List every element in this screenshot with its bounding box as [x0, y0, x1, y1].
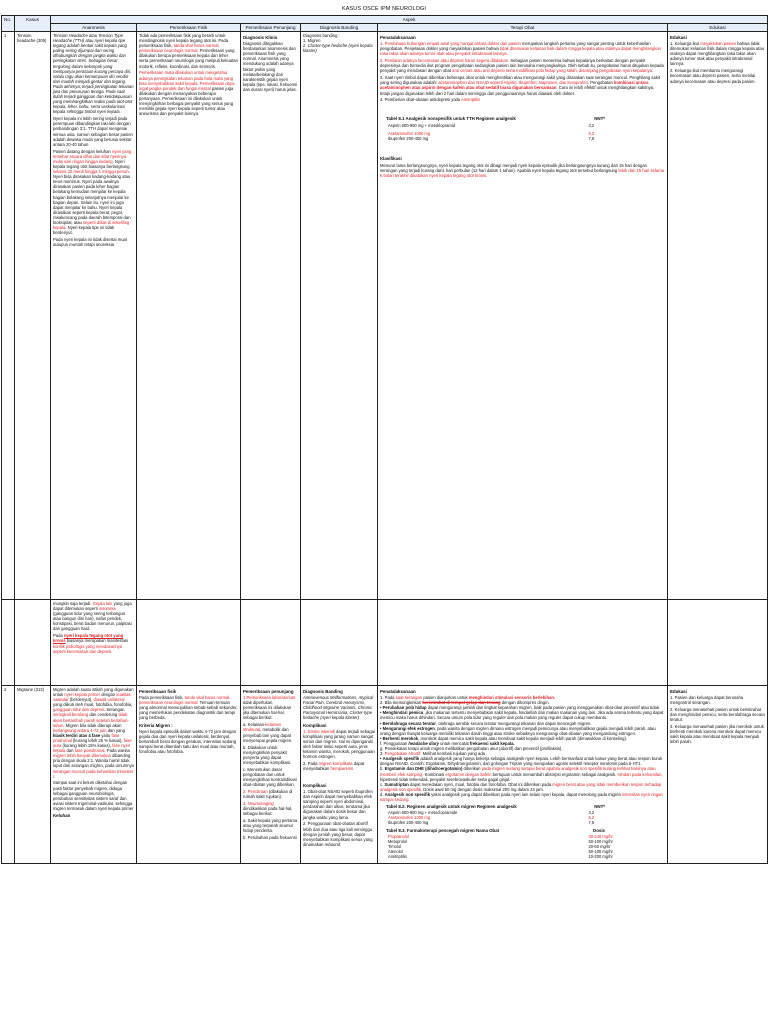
- anamnesis-paragraph: Migren adalah suatu istilah yang digunakan untuk nyeri kepala primer dengan kualitas vaskular (berdenyut), diawali unilateral yang diikuti oleh mual, fotofobia, fonofobia, gangguan tidur dan depresi. Serangan seringkali berulang dan cenderung tidak akan bertambah parah setelah bertahun-tahun. Migren bila tidak diterapi akan berlangsung antara 4-72 jam dan yang klasik terdiri atas 4 fase yaitu fase prodromal (kurang lebih 25 % kasus), fase aura (kurang lebih 15% kasus), fase nyeri kepala dan fase postdromal. Pada wanita migren lebih banyak ditemukan dibanding pria dengan skala 2:1. Wanita hamil tidak luput dari serangan migren, pada umumnya serangan muncul pada kehamilan trimester I.: [53, 687, 135, 779]
- osce-table: [1, 15, 768, 864]
- header-kasus: Kasus: [15, 16, 51, 32]
- komplikasi-heading: Komplikasi: [303, 722, 327, 728]
- edukasi-cell: [668, 686, 768, 864]
- analgesic-row: Ibuprofen 200-400 mg 7,5: [388, 136, 595, 142]
- terapi-obat-cell: Penatalaksanaan 1. Pada saat serangan pasien dianjurkan untuk menghindari stimulasi sensoris berlebihan. 2. Bila memungkinkan beristirahat di tempat gelap dan tenang dengan dikompres dingin. • Perubahan pola hidup dapat mengurangi jumlah dan tingkat keparahan migren, baik pada pasien yang menggunakan obat-obat preventif atau tidak. • Menghindari pemicu, jika makanan tertentu menyebabkan sakit kepala, hindarilah dan makan makanan yang lain. Jika ada aroma tertentu yang dapat memicu maka harus dihindari. Secara umum pola tidur yang reguler dan pola makan yang reguler dapat cukup membantu. • Berolahraga secara teratur, olahraga aerobik secara teratur mengurangi tekanan dan dapat mencegah migren. • Mengurangi efek estrogen, pada wanita dengan migren dimana estrogen menjadi pemicunya atau menyebabkan gejala menjadi lebih parah, atau orang dengan riwayat keluarga memiliki tekanan darah tinggi atau stroke sebaiknya mengurangi obat-obatan yang mengandung estrogen. • Berhenti merokok, merokok dapat memicu sakit kepala atau membuat sakit kepala menjadi lebih parah (dimasukkan di konseling). f. Penggunaan headache diary untuk mencatat frekuensi sakit kepala. g. Pendekatan terapi untuk migren melibatkan pengobatan akut (abortif) dan preventif (profilaksis). 3. Pengobatan Abortif: Melihat kembali rujukan yang ada . • Analgesik spesifik adalah analgesik yang hanya bekerja sebagai analgesik nyeri kepala. Lebih bermanfaat untuk kasus yang berat atau respon buruk dengan NSAID. Contoh: Ergotamin, Dihydroergotamin, dan golongan Triptan yang merupakan agonis selektif reseptor serotonin pada 5-HT1. b. Ergotamin dan DHE (dihidroergotamin) diberikan pada migren sedang sampai berat apabila analgesik non spesifik kurang terlihat hasilnya atau memberi efek samping. Kombinasi ergotamin dengan kafein bertujuan untuk menambah absorpsi ergotamin sebagai analgesik. Hindari pada kehamilan, hipertensi tidak terkendali, penyakit serebrovaskuler serta gagal ginjal. c. Sumatriptan dapat meredakan nyeri, mual, fotobia dan fonofobia. Obat ini diberikan pada migren berat atau yang tidak memberikan respon terhadap analgesik non spesifik. Dosis awal 50 mg dengan dosis maksimal 200 mg dalam 24 jam. d. Analgesik non spesifik yakni analgesik yang dapat diberikan pada nyeri lain selain nyeri kepala, dapat menolong pada migren intensitas nyeri ringan sampai sedang. Tabel 8.2. Regimen analgesik untuk migren Regimen analgesik NNT* Aspirin 600-900 mg + metoclopramide 3,2 Asetaminofen 1000 mg 5,2 Ibuprofen 200-400 mg 7,5 Tabel 8.3. Farmakoterapi pencegah migren Nama Obat Dosis Propranolol 40-240 mg/hr Metoprolol 50-100 mg/hr Timolol 20-60 mg/hr Atenolol 50-100 mg/hr Amitriptilin 10-200 mg/hr: [378, 686, 668, 864]
- case-name: Migraine (313): [15, 686, 51, 864]
- diagnosis-banding-cell: Diagnosis Banding Arteriovenous Malformations, Atypical Facial Pain, Cerebral Aneurysms, Childhood Migraine Variants, Chronic Paroxysmal Hemicrania, Cluster-type hedache (nyeri kepala klaster) Komplikasi 1. Stroke iskemik dapat terjadi sebagai komplikasi yang jarang namun sangat serius dari migren. Hal ini dipengaruhi oleh faktor risiko seperti aura, jenis kelamin wanita, merokok, penggunaan hormon estrogen. 2. Pada migren komplikata dapat menyebabkan hemiparesis Komplikasi 1. Obat-obat NSAID seperti Ibuprofen dan Aspirin dapat menyebabkan efek samping seperti nyeri abdominal, perdarahan dan ulkus, terutama jika digunakan dalam dosis besar dan jangka waktu yang lama. 2. Penggunaan obat-obatan abortif lebih dari dua atau tiga kali seminggu dengan jumlah yang besar, dapat menyebabkan komplikasi serius yang dinamakan rebound.: [301, 686, 378, 864]
- header-row-2: [2, 24, 768, 32]
- banding-line: Diagnosis banding :: [303, 33, 340, 38]
- case-row-migraine: [2, 686, 768, 864]
- fisik-paragraph: Pada pemeriksaan fisik, tanda vital harus normal, pemeriksaan neurologis normal. Temuan-temuan yang abnormal menunjukkan sebab-sebab sekunder, yang memerlukan pendekatan diagnostik dan terapi yang berbeda.: [139, 695, 238, 721]
- header-terapi-obat: Terapi Obat: [378, 24, 668, 32]
- banding-line: 2. Cluster-type hedache (nyeri kepala klaster): [303, 43, 373, 54]
- pemeriksaan-penunjang-cell: [241, 32, 301, 600]
- edukasi-item: 3. Keluarga menasehati pasien jika merokok untuk berhenti merokok karena merokok dapat memicu sakit kepala atau membuat sakit kepala menjadi lebih parah.: [670, 724, 764, 745]
- edukasi-item: 1. Keluarga ikut meyakinkan pasien bahwa tidak ditemukan kelainan fisik dalam rongga kepala atau otaknya dapat menghilangkan rasa takut akan adanya tumor otak atau penyakit intrakranial lainnya.: [670, 41, 765, 67]
- edukasi-item: 2. Keluarga menasehati pasien untuk beristirahat dan menghindari pemicu, serta berolahraga secara teratur.: [670, 707, 765, 723]
- terapi-heading: Penatalaksanaan: [380, 689, 416, 694]
- anamnesis-paragraph: Pada nyeri kepala ini tidak disertai mual ataupun muntah tetapi anoreksia: [53, 237, 127, 248]
- terapi-paragraph: 1. Pembinaan hubungan empati awal yang hangat antara dokter dan pasien merupakan langkah pertama yang sangat penting untuk keberhasilan pengobatan. Penjelasan dokter yang meyakinkan pasien bahwa tidak ditemukan kelainan fisik dalam rongga kepala atau otaknya dapat menghilangkan rasa takut akan adanya tumor otak atau penyakit intrakranial lainnya.: [380, 41, 661, 57]
- terapi-heading: Penatalaksanaan: [380, 35, 416, 40]
- document-title: KASUS OSCE IPM NEUROLOGI: [341, 6, 426, 12]
- pemeriksaan-fisik-cell: [137, 32, 241, 600]
- header-diagnosis-banding: Diagnosis Banding: [301, 24, 378, 32]
- terapi-obat-cell: [378, 32, 668, 600]
- penunjang-paragraph: Diagnosis ditegakkan berdasarkan anamnesis dan pemeriksaan fisik yang normal. Anamnesis yang mendukung adalah adanya faktor psikis yang melatarbelakangi dan karakteristik gejala nyeri kepala (tipe, lokasi, frekuensi dan durasi nyeri) harus jelas.: [243, 41, 297, 92]
- keluhan-heading: Keluhan: [53, 813, 71, 819]
- fisik-paragraph: Tidak ada pemeriksaan fisik yang berarti untuk mendiagnosis nyeri kepala tegang otot ini. Pada pemeriksaan fisik, tanda vital harus normal, pemeriksaan neurologis normal. Pemeriksaan yang dilakukan berupa pemeriksaan kepala dan leher serta pemeriksaan neurologis yang meliputi kekuatan motorik, refleks, koordinasi, dan sensoris.: [139, 33, 238, 69]
- header-pemeriksaan-penunjang: Pemeriksaan Penunjang: [241, 24, 301, 32]
- prevention-table-title: Tabel 8.3. Farmakoterapi pencegah migren Nama Obat Dosis: [386, 828, 605, 834]
- anamnesis-paragraph: Sampai saat ini belum diketahui dengan pasti faktor penyebab migren, diduga sebagai gangguan neurobiologis, perubahan sensitivitas sistem saraf dan aviasi sistem trigeminal-vaskular, sehingga migren termasuk dalam nyeri kepala primer: [53, 780, 134, 811]
- case-name: Tension headache (309): [15, 32, 51, 600]
- edukasi-heading: Edukasi: [670, 689, 687, 694]
- header-aspek: Aspek: [51, 16, 768, 24]
- header-row-1: [2, 16, 768, 24]
- pemeriksaan-fisik-cell: [137, 686, 241, 864]
- anamnesis-continuation: mungkin saja terjadi. Gejala lain yang juga dapat ditemukan seperti insomnia (gangguan tidur yang sering terbangun atau bangun dini hari), nafas pendek, konstipasi, berat badan menurun, palpitasi dan gangguan haid. Pada nyeri kepala tegang otot yang kronis biasanya merupakan manifestasi konflik psikologis yang mendasarinya seperti kecemasan dan depresi.: [51, 600, 137, 686]
- klasifikasi-heading: Klasifikasi: [380, 156, 402, 162]
- analgesic-row: Asetaminofen 1000 mg 5,2: [388, 131, 595, 137]
- edukasi-heading: Edukasi: [670, 35, 687, 40]
- kriteria-paragraph: Nyeri kepala episodik dalam waktu 4-72 jam dengan gejala dua dari nyeri kepala unilateral, berdenyut, bertambah berat dengan gerakan, intensitas sedang sampai berat ditambah satu dari mual atau muntah, fonofobia atau fotofobia.: [139, 728, 237, 755]
- terapi-paragraph: 4. Pemberian obat-obatan antidepresi yaitu Amitriptilin: [380, 97, 481, 103]
- edukasi-item: 1. Pasien dan keluarga dapat berusaha mengontrol serangan.: [670, 695, 744, 706]
- edukasi-cell: [668, 32, 768, 600]
- header-edukasi: Edukasi: [668, 24, 768, 32]
- banding-line: 1. Migren: [303, 38, 321, 44]
- kriteria-heading: Kriteria Migren :: [139, 722, 173, 728]
- header-pemeriksaan-fisik: Pemeriksaan Fisik: [137, 24, 241, 32]
- header-no: No.: [2, 16, 15, 32]
- migraine-analgesic-table: Aspirin 600-900 mg + metoclopramide 3,2 Asetaminofen 1000 mg 5,2 Ibuprofen 200-400 mg 7,5: [388, 810, 595, 826]
- terapi-paragraph: 3. Saat nyeri timbul dapat diberikan beberapa obat untuk menghentikan atau mengurangi sakit yang dirasakan saat serangan muncul. Penghilang sakit yang sering digunakan adalah: acetaminophen dan NSAID seperti Aspirin, Ibuprofen, Naproxen, dan Ketoprofen. Pengobatan kombinasi antara acetaminophen atau aspirin dengan kafein atau obat sedatif biasa digunakan bersamaan. Cara ini lebih efektif untuk menghilangkan sakitnya, tetapi jangan digunakan lebih dari 2 hari dalam seminggu dan penggunaannya harus diawasi oleh dokter.: [380, 75, 661, 96]
- migraine-analgesic-table-title: Tabel 8.2. Regimen analgesik untuk migren Regimen analgesik NNT*: [386, 804, 605, 810]
- anamnesis-cell: [51, 32, 137, 600]
- terapi-paragraph: 2. Penilaian adanya kecemasan atau depresi harus segera dilakukan. Sebagian pasien menerima bahwa kepalanya berkaitan dengan penyakit depresinya dan bersedia ikut program pengobatan sedangkan pasien lain berusaha menyangkalnya. Oleh sebab itu, pengobatan harus ditujukan kepada penyakit yang mendasari dengan obat anti cemas atau anti depresi serta modifikasi pola hidup yang salah, disamping pengobatan nyeri kepalanya.: [380, 58, 664, 74]
- case-number: 1: [2, 32, 15, 600]
- case-row-continuation: [2, 600, 768, 686]
- penunjang-heading: Pemeriksaan penunjang: [243, 689, 294, 694]
- analgesic-table: [386, 123, 648, 141]
- prevention-table: Propranolol 40-240 mg/hr Metoprolol 50-100 mg/hr Timolol 20-60 mg/hr Atenolol 50-100 mg/hr Amitriptilin 10-200 mg/hr: [388, 834, 613, 860]
- komplikasi-heading: Komplikasi: [303, 783, 327, 788]
- case-number: 2: [2, 686, 15, 864]
- diagnosis-banding-cell: [301, 32, 378, 600]
- case-row-tension-headache: [2, 32, 768, 600]
- fisik-heading: Pemeriksaan fisik: [139, 689, 177, 694]
- penunjang-heading: Diagnosis Klinis: [243, 35, 278, 40]
- pemeriksaan-penunjang-cell: Pemeriksaan penunjang 1.Pemeriksaan laboratorium tidak diperlukan, pemeriksaan ini dilakukan jika ditemukan hal-hal, sebagai berikut: a. Kelainan-kelainan struktural, metabolik dan penyebab lain yang dapat menyerupai gejala migren. b. Dilakukan untuk menyingkirkan penyakit penyerta yang dapat menyebabkan komplikasi. c. Menentukan dasar pengobatan dan untuk menyingkirkan kontraindikasi obat-obatan yang diberikan. 2. Pencitraan (dilakukan di rumah sakit rujukan). 3. Neuroimaging diindikasikan pada hal-hal, sebagai berikut: a. Sakit kepala yang pertama atau yang terparah seumur hidup penderita. b. Perubahan pada frekuensi: [241, 686, 301, 864]
- edukasi-item: 2. Keluarga ikut membantu mengurangi kecemasan atau depresi pasien, serta menilai adanya kecemasan atau depresi pada pasien.: [670, 68, 756, 84]
- fisik-paragraph: Pemeriksaan mata dilakukan untuk mengetahui adanya peningkatan tekanan pada bola mata yang bisa menyebabkan sakit kepala. Pemeriksaan daya ingat jangka pendek dan fungsi mental pasien juga dilakukan dengan menanyakan beberapa pertanyaan. Pemeriksaan ini dilakukan untuk menyingkirkan berbagai penyakit yang serius yang memiliki gejala nyeri kepala seperti tumor atau aneurisma dan penyakit lainnya.: [139, 70, 235, 117]
- klasifikasi-paragraph: Menurut lama berlangsungnya, nyeri kepala tegang otot ini dibagi menjadi nyeri kepala episodik jika berlangsungnya kurang dari 15 hari dengan serangan yang terjadi kurang dari1 hari perbulan (12 hari dalam 1 tahun). Apabila nyeri kepala tegang otot tersebut berlangsung lebih dari 15 hari selama 6 bulan terakhir dikatakan nyeri kepala tegang otot kronis.: [380, 162, 665, 178]
- anamnesis-cell: [51, 686, 137, 864]
- anamnesis-paragraph: Nyeri kepala ini lebih sering terjadi pada perempuan dibandingkan laki-laki dengan perbandingan 3:1. TTH dapat mengenai semua usia, namun sebagian besar pasien adalah dewasa muda yang berusia sekitar antara 20-40 tahun.: [53, 116, 133, 147]
- analgesic-table-title: Tabel 8.1 Analgesik nonspesifik untuk TTH Regimen analgesik NNT*: [386, 116, 605, 122]
- header-anamnesis: Anamnesis: [51, 24, 137, 32]
- banding-list: Arteriovenous Malformations, Atypical Facial Pain, Cerebral Aneurysms, Childhood Migraine Variants, Chronic Paroxysmal Hemicrania, Cluster-type hedache (nyeri kepala klaster): [303, 695, 374, 721]
- anamnesis-paragraph: Tension Headache atau Tension Type Headache (TTH) atau nyeri kepala tipe tegang adalah bentuk sakit kepala yang paling sering dijumpai dan sering dihubungkan dengan jangka waktu dan peningkatan stres. Sebagian besar tergolong dalam kelompok yang mempunyai perasaan kurang percaya diri, selalu ragu akan kemampuan diri sendiri dan mudah menjadi gentar dan tegang. Pada akhirnya, terjadi peningkatan tekanan jiwa dan penurunan tenaga. Pada saat itulah terjadi gangguan dan ketidakpuasan yang membangkitkan reaksi pada otot-otot kepala, leher, bahu, serta vaskularisasi kepala sehingga timbul nyeri kepala.: [53, 33, 134, 115]
- banding-heading: Diagnosis Banding: [303, 689, 343, 694]
- analgesic-row: Aspirin 600-900 mg + metoklopramid 3,2: [388, 123, 595, 129]
- anamnesis-paragraph: Pasien datang dengan keluhan nyeri yang tersebar secara difus dan sifat nyerinya mulai dari ringan hingga sedang. Nyeri kepala tegang otot biasanya berlangsung selama 30 menit hingga 1 minggu penuh. Nyeri bisa dirasakan kadang-kadang atau terus menerus. Nyeri pada awalnya dirasakan pasien pada leher bagian belakang kemudian menjalar ke kepala bagian belakang selanjutnya menjalar ke bagian depan. Selain itu, nyeri ini juga dapat menjalar ke bahu. Nyeri kepala dirasakan seperti kepala berat, pegal, rasakencang pada daerah bitemporal dan bioksipital, atau seperti diikat di sekeliling kepala. Nyeri kepala tipe ini tidak berdenyut.: [53, 148, 132, 236]
